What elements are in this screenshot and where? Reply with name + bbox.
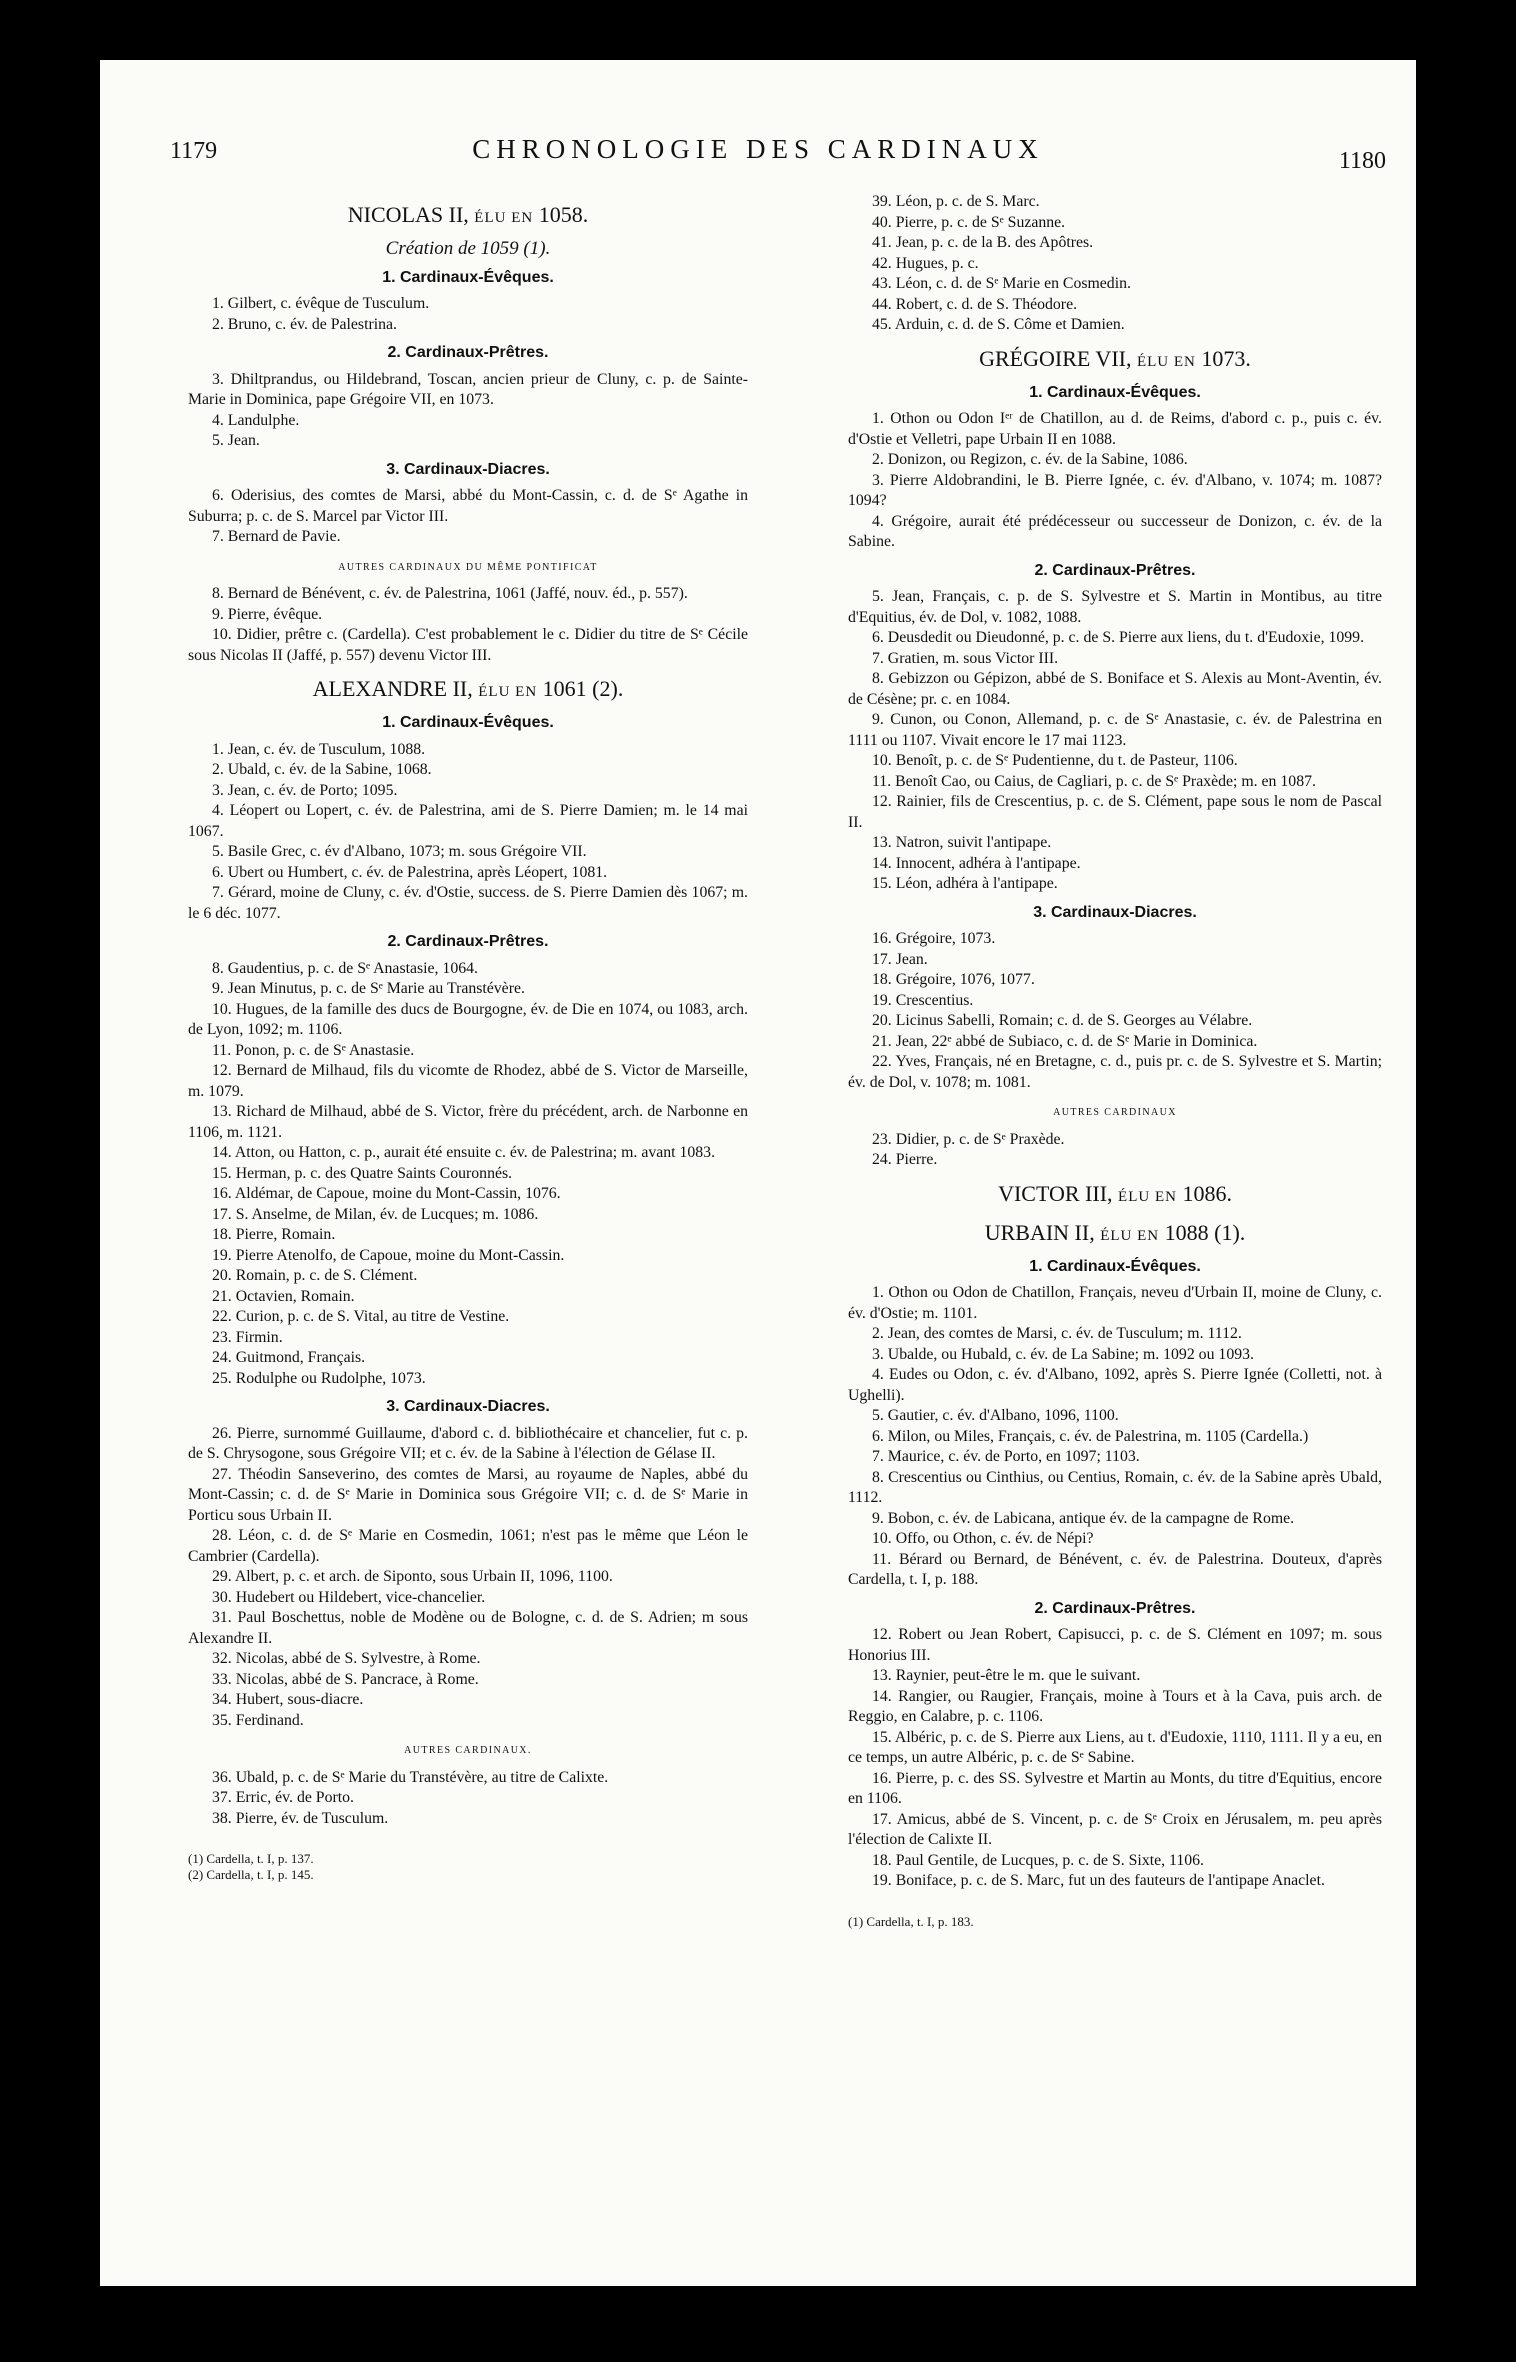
cardinal-entry: 8. Bernard de Bénévent, c. év. de Palestrina, 1061 (Jaffé, nouv. éd., p. 557). xyxy=(212,585,688,602)
cardinal-entry: 24. Guitmond, Français. xyxy=(212,1349,366,1366)
cardinal-entry: 13. Natron, suivit l'antipape. xyxy=(872,834,1052,851)
cardinal-entry: 29. Albert, p. c. et arch. de Siponto, sous Urbain II, 1096, 1100. xyxy=(212,1568,613,1585)
cardinal-entry: 5. Gautier, c. év. d'Albano, 1096, 1100. xyxy=(872,1407,1119,1424)
cardinal-entry: 33. Nicolas, abbé de S. Pancrace, à Rome. xyxy=(212,1670,479,1688)
footnote: (2) Cardella, t. I, p. 145. xyxy=(188,1867,314,1882)
cardinal-entry: 2. Ubald, c. év. de la Sabine, 1068. xyxy=(212,761,432,778)
cardinal-entry: 5. Jean. xyxy=(212,432,260,449)
cardinal-entry: 1. Othon ou Odon Iᵉʳ de Chatillon, au d. de Reims, d'abord c. p., puis c. év. d'Ostie et Velletri, pape Urbain II en 1088. xyxy=(848,410,1382,448)
entry-list xyxy=(188,1768,748,1830)
page-number-right: 1180 xyxy=(1338,148,1386,174)
cardinal-entry: 14. Atton, ou Hatton, c. p., aurait été ensuite c. év. de Palestrina; m. avant 1083. xyxy=(212,1144,716,1161)
cardinal-entry: 2. Donizon, ou Regizon, c. év. de la Sabine, 1086. xyxy=(872,451,1188,468)
cardinal-entry: 13. Richard de Milhaud, abbé de S. Victor, frère du précédent, arch. de Narbonne en 1106, m. 1121. xyxy=(188,1103,748,1141)
small-heading: AUTRES CARDINAUX xyxy=(1053,1107,1177,1118)
running-title: CHRONOLOGIE DES CARDINAUX xyxy=(472,134,1044,164)
cardinal-entry: 12. Robert ou Jean Robert, Capisucci, p. c. de S. Clément en 1097; m. sous Honorius III. xyxy=(848,1626,1382,1664)
cardinal-entry: 15. Léon, adhéra à l'antipape. xyxy=(872,875,1058,892)
cardinal-entry: 19. Crescentius. xyxy=(872,991,974,1009)
cardinal-entry: 22. Curion, p. c. de S. Vital, au titre de Vestine. xyxy=(212,1308,510,1325)
cardinal-entry: 6. Deusdedit ou Dieudonné, p. c. de S. Pierre aux liens, du t. d'Eudoxie, 1099. xyxy=(872,629,1365,646)
cardinal-entry: 12. Rainier, fils de Crescentius, p. c. de S. Clément, pape sous le nom de Pascal II. xyxy=(848,793,1382,831)
cardinal-entry: 1. Othon ou Odon de Chatillon, Français, neveu d'Urbain II, moine de Cluny, c. év. d'Ostie; m. 1101. xyxy=(848,1284,1382,1322)
entry-list xyxy=(188,1424,748,1732)
cardinal-entry: 3. Pierre Aldobrandini, le B. Pierre Ignée, c. év. d'Albano, v. 1074; m. 1087? 1094? xyxy=(848,471,1382,509)
footnotes xyxy=(188,1851,748,1883)
cardinal-entry: 13. Raynier, peut-être le m. que le suivant. xyxy=(872,1667,1141,1684)
cardinal-entry: 6. Ubert ou Humbert, c. év. de Palestrina, après Léopert, 1081. xyxy=(212,863,608,881)
cardinal-entry: 14. Innocent, adhéra à l'antipape. xyxy=(872,854,1081,872)
cardinal-entry: 8. Crescentius ou Cinthius, ou Centius, Romain, c. év. de la Sabine après Ubald, 1112. xyxy=(848,1468,1382,1506)
cardinal-entry: 7. Maurice, c. év. de Porto, en 1097; 1103. xyxy=(872,1448,1140,1465)
section-heading: 2. Cardinaux-Prêtres. xyxy=(387,933,549,950)
cardinal-entry: 7. Gérard, moine de Cluny, c. év. d'Ostie, success. de S. Pierre Damien dès 1067; m. le 6 déc. 1077. xyxy=(188,884,748,922)
cardinal-entry: 10. Offo, ou Othon, c. év. de Népi? xyxy=(872,1530,1094,1547)
section-heading: 1. Cardinaux-Évêques. xyxy=(382,268,554,286)
cardinal-entry: 18. Paul Gentile, de Lucques, p. c. de S. Sixte, 1106. xyxy=(872,1851,1204,1869)
pontificate-title-alexandre: ALEXANDRE II, ÉLU EN 1061 (2). xyxy=(312,676,624,701)
cardinal-entry: 18. Pierre, Romain. xyxy=(212,1226,336,1243)
entry-list xyxy=(848,192,1382,336)
pontificate-title-nicolas: NICOLAS II, ÉLU EN 1058. xyxy=(347,202,589,227)
creation-subtitle: Création de 1059 (1). xyxy=(385,238,551,259)
section-heading: 1. Cardinaux-Évêques. xyxy=(1029,1257,1201,1275)
cardinal-entry: 6. Oderisius, des comtes de Marsi, abbé du Mont-Cassin, c. d. de Sᵉ Agathe in Suburra; p. c. de S. Marcel par Victor III. xyxy=(188,487,748,525)
entry-list xyxy=(848,587,1382,895)
cardinal-entry: 9. Bobon, c. év. de Labicana, antique év. de la campagne de Rome. xyxy=(872,1509,1295,1527)
cardinal-entry: 4. Léopert ou Lopert, c. év. de Palestrina, ami de S. Pierre Damien; m. le 14 mai 1067. xyxy=(188,802,748,840)
cardinal-entry: 22. Yves, Français, né en Bretagne, c. d., puis pr. c. de S. Sylvestre et S. Martin; év. de Dol, v. 1078; m. 1081. xyxy=(848,1053,1382,1091)
cardinal-entry: 19. Boniface, p. c. de S. Marc, fut un des fauteurs de l'antipape Anaclet. xyxy=(872,1872,1325,1889)
entry-list xyxy=(848,929,1382,1093)
footnote: (1) Cardella, t. I, p. 137. xyxy=(188,1851,314,1866)
cardinal-entry: 10. Benoît, p. c. de Sᵉ Pudentienne, du t. de Pasteur, 1106. xyxy=(872,752,1238,769)
cardinal-entry: 4. Grégoire, aurait été prédécesseur ou successeur de Donizon, c. év. de la Sabine. xyxy=(848,512,1382,550)
cardinal-entry: 18. Grégoire, 1076, 1077. xyxy=(872,971,1035,988)
cardinal-entry: 42. Hugues, p. c. xyxy=(872,254,979,272)
section-heading: 2. Cardinaux-Prêtres. xyxy=(387,344,549,361)
cardinal-entry: 41. Jean, p. c. de la B. des Apôtres. xyxy=(872,234,1094,251)
cardinal-entry: 17. Jean. xyxy=(872,950,928,968)
cardinal-entry: 8. Gebizzon ou Gépizon, abbé de S. Boniface et S. Alexis au Mont-Aventin, év. de Césène; pr. c. en 1084. xyxy=(848,670,1382,708)
cardinal-entry: 11. Bérard ou Bernard, de Bénévent, c. év. de Palestrina. Douteux, d'après Cardella, t. I, p. 188. xyxy=(848,1550,1382,1588)
right-column xyxy=(848,192,1382,1930)
cardinal-entry: 26. Pierre, surnommé Guillaume, d'abord c. d. bibliothécaire et chancelier, fut c. p. de S. Chrysogone, sous Grégoire VII; et c. év. de la Sabine à l'élection de Gélase II. xyxy=(188,1424,748,1462)
cardinal-entry: 4. Landulphe. xyxy=(212,411,300,429)
section-heading: 2. Cardinaux-Prêtres. xyxy=(1034,1599,1196,1617)
section-heading: 2. Cardinaux-Prêtres. xyxy=(1034,561,1196,579)
cardinal-entry: 2. Jean, des comtes de Marsi, c. év. de Tusculum; m. 1112. xyxy=(872,1325,1242,1342)
cardinal-entry: 36. Ubald, p. c. de Sᵉ Marie du Transtévère, au titre de Calixte. xyxy=(212,1768,609,1786)
cardinal-entry: 24. Pierre. xyxy=(872,1151,938,1168)
cardinal-entry: 16. Pierre, p. c. des SS. Sylvestre et Martin au Monts, du titre d'Equitius, encore en 1106. xyxy=(848,1769,1382,1807)
cardinal-entry: 44. Robert, c. d. de S. Théodore. xyxy=(872,295,1078,313)
cardinal-entry: 3. Dhiltprandus, ou Hildebrand, Toscan, ancien prieur de Cluny, c. p. de Sainte-Marie in Dominica, pape Grégoire VII, en 1073. xyxy=(188,370,748,408)
cardinal-entry: 3. Jean, c. év. de Porto; 1095. xyxy=(212,781,398,799)
cardinal-entry: 9. Jean Minutus, p. c. de Sᵉ Marie au Transtévère. xyxy=(212,980,525,997)
pontificate-title-urbain: URBAIN II, ÉLU EN 1088 (1). xyxy=(984,1219,1246,1245)
page-number-left: 1179 xyxy=(170,138,218,164)
entry-list xyxy=(848,1130,1382,1171)
cardinal-entry: 7. Bernard de Pavie. xyxy=(212,528,341,545)
cardinal-entry: 5. Jean, Français, c. p. de S. Sylvestre et S. Martin in Montibus, au titre d'Equitius, év. de Dol, v. 1082, 1088. xyxy=(848,588,1382,626)
cardinal-entry: 17. Amicus, abbé de S. Vincent, p. c. de Sᵉ Croix en Jérusalem, m. peu après l'élection de Calixte II. xyxy=(848,1810,1382,1848)
cardinal-entry: 20. Licinus Sabelli, Romain; c. d. de S. Georges au Vélabre. xyxy=(872,1012,1253,1029)
entry-list xyxy=(188,740,748,925)
cardinal-entry: 11. Benoît Cao, ou Caius, de Cagliari, p. c. de Sᵉ Praxède; m. en 1087. xyxy=(872,772,1316,790)
cardinal-entry: 21. Jean, 22ᵉ abbé de Subiaco, c. d. de Sᵉ Marie in Dominica. xyxy=(872,1032,1258,1050)
left-column xyxy=(188,192,748,1883)
section-heading: 3. Cardinaux-Diacres. xyxy=(1033,903,1197,921)
section-heading: 3. Cardinaux-Diacres. xyxy=(386,460,550,478)
entry-list xyxy=(188,959,748,1390)
cardinal-entry: 34. Hubert, sous-diacre. xyxy=(212,1691,364,1708)
pontificate-title-gregoire: GRÉGOIRE VII, ÉLU EN 1073. xyxy=(979,345,1251,371)
cardinal-entry: 4. Eudes ou Odon, c. év. d'Albano, 1092, après S. Pierre Ignée (Colletti, not. à Ughelli). xyxy=(848,1366,1382,1404)
cardinal-entry: 7. Gratien, m. sous Victor III. xyxy=(872,649,1059,667)
entry-list xyxy=(848,409,1382,553)
entry-list xyxy=(188,294,748,335)
cardinal-entry: 5. Basile Grec, c. év d'Albano, 1073; m. sous Grégoire VII. xyxy=(212,843,587,860)
section-heading: 1. Cardinaux-Évêques. xyxy=(382,714,554,731)
cardinal-entry: 37. Erric, év. de Porto. xyxy=(212,1789,354,1806)
cardinal-entry: 6. Milon, ou Miles, Français, c. év. de Palestrina, m. 1105 (Cardella.) xyxy=(872,1427,1309,1445)
cardinal-entry: 39. Léon, p. c. de S. Marc. xyxy=(872,193,1040,210)
entry-list xyxy=(188,584,748,666)
cardinal-entry: 23. Firmin. xyxy=(212,1328,283,1346)
entry-list xyxy=(188,370,748,452)
scanned-page xyxy=(100,60,1416,2286)
entry-list xyxy=(848,1283,1382,1591)
entry-list xyxy=(188,486,748,548)
cardinal-entry: 45. Arduin, c. d. de S. Côme et Damien. xyxy=(872,316,1125,333)
cardinal-entry: 16. Grégoire, 1073. xyxy=(872,930,996,947)
cardinal-entry: 14. Rangier, ou Raugier, Français, moine à Tours et à la Cava, puis arch. de Reggio, en Calabre, p. c. 1106. xyxy=(848,1687,1382,1725)
cardinal-entry: 23. Didier, p. c. de Sᵉ Praxède. xyxy=(872,1130,1065,1148)
cardinal-entry: 40. Pierre, p. c. de Sᵉ Suzanne. xyxy=(872,213,1066,231)
cardinal-entry: 11. Ponon, p. c. de Sᵉ Anastasie. xyxy=(212,1041,415,1059)
cardinal-entry: 17. S. Anselme, de Milan, év. de Lucques; m. 1086. xyxy=(212,1205,539,1223)
cardinal-entry: 32. Nicolas, abbé de S. Sylvestre, à Rome. xyxy=(212,1650,481,1667)
cardinal-entry: 2. Bruno, c. év. de Palestrina. xyxy=(212,315,397,333)
entry-list xyxy=(848,1625,1382,1892)
cardinal-entry: 16. Aldémar, de Capoue, moine du Mont-Cassin, 1076. xyxy=(212,1185,561,1202)
cardinal-entry: 1. Jean, c. év. de Tusculum, 1088. xyxy=(212,740,426,758)
cardinal-entry: 27. Théodin Sanseverino, des comtes de Marsi, au royaume de Naples, abbé du Mont-Cassin; c. d. de Sᵉ Marie in Dominica sous Grégoire VII; c. d. de Sᵉ Marie in Porticu sous Urbain II. xyxy=(188,1465,748,1524)
cardinal-entry: 30. Hudebert ou Hildebert, vice-chancelier. xyxy=(212,1588,486,1606)
cardinal-entry: 8. Gaudentius, p. c. de Sᵉ Anastasie, 1064. xyxy=(212,959,478,977)
section-heading: 1. Cardinaux-Évêques. xyxy=(1029,383,1201,401)
cardinal-entry: 9. Pierre, évêque. xyxy=(212,605,323,623)
cardinal-entry: 12. Bernard de Milhaud, fils du vicomte de Rhodez, abbé de S. Victor de Marseille, m. 1079. xyxy=(188,1062,748,1100)
section-heading: 3. Cardinaux-Diacres. xyxy=(386,1398,550,1415)
cardinal-entry: 3. Ubalde, ou Hubald, c. év. de La Sabine; m. 1092 ou 1093. xyxy=(872,1345,1254,1363)
cardinal-entry: 19. Pierre Atenolfo, de Capoue, moine du Mont-Cassin. xyxy=(212,1246,565,1264)
footnote: (1) Cardella, t. I, p. 183. xyxy=(848,1913,974,1929)
cardinal-entry: 15. Albéric, p. c. de S. Pierre aux Liens, au t. d'Eudoxie, 1110, 1111. Il y a eu, en ce temps, un autre Albéric, p. c. de Sᵉ Sabine. xyxy=(848,1728,1382,1766)
cardinal-entry: 15. Herman, p. c. des Quatre Saints Couronnés. xyxy=(212,1164,513,1182)
cardinal-entry: 28. Léon, c. d. de Sᵉ Marie en Cosmedin, 1061; n'est pas le même que Léon le Cambrier (Cardella). xyxy=(188,1527,748,1565)
cardinal-entry: 10. Hugues, de la famille des ducs de Bourgogne, év. de Die en 1074, ou 1083, arch. de Lyon, 1092; m. 1106. xyxy=(188,1000,748,1038)
pontificate-title-victor: VICTOR III, ÉLU EN 1086. xyxy=(998,1180,1232,1206)
cardinal-entry: 35. Ferdinand. xyxy=(212,1711,304,1729)
footnotes xyxy=(848,1914,1382,1930)
small-heading: AUTRES CARDINAUX. xyxy=(404,1745,532,1756)
cardinal-entry: 9. Cunon, ou Conon, Allemand, p. c. de Sᵉ Anastasie, c. év. de Palestrina en 1111 ou 1107. Vivait encore le 17 mai 1123. xyxy=(848,711,1382,749)
cardinal-entry: 31. Paul Boschettus, noble de Modène ou de Bologne, c. d. de S. Adrien; m sous Alexandre II. xyxy=(188,1609,748,1647)
cardinal-entry: 38. Pierre, év. de Tusculum. xyxy=(212,1809,389,1827)
cardinal-entry: 20. Romain, p. c. de S. Clément. xyxy=(212,1267,418,1284)
cardinal-entry: 21. Octavien, Romain. xyxy=(212,1287,355,1305)
cardinal-entry: 1. Gilbert, c. évêque de Tusculum. xyxy=(212,295,430,312)
cardinal-entry: 43. Léon, c. d. de Sᵉ Marie en Cosmedin. xyxy=(872,275,1131,292)
cardinal-entry: 10. Didier, prêtre c. (Cardella). C'est probablement le c. Didier du titre de Sᵉ Cécile sous Nicolas II (Jaffé, p. 557) devenu Victor III. xyxy=(188,626,748,664)
cardinal-entry: 25. Rodulphe ou Rudolphe, 1073. xyxy=(212,1369,426,1387)
small-heading: AUTRES CARDINAUX DU MÊME PONTIFICAT xyxy=(338,561,598,573)
